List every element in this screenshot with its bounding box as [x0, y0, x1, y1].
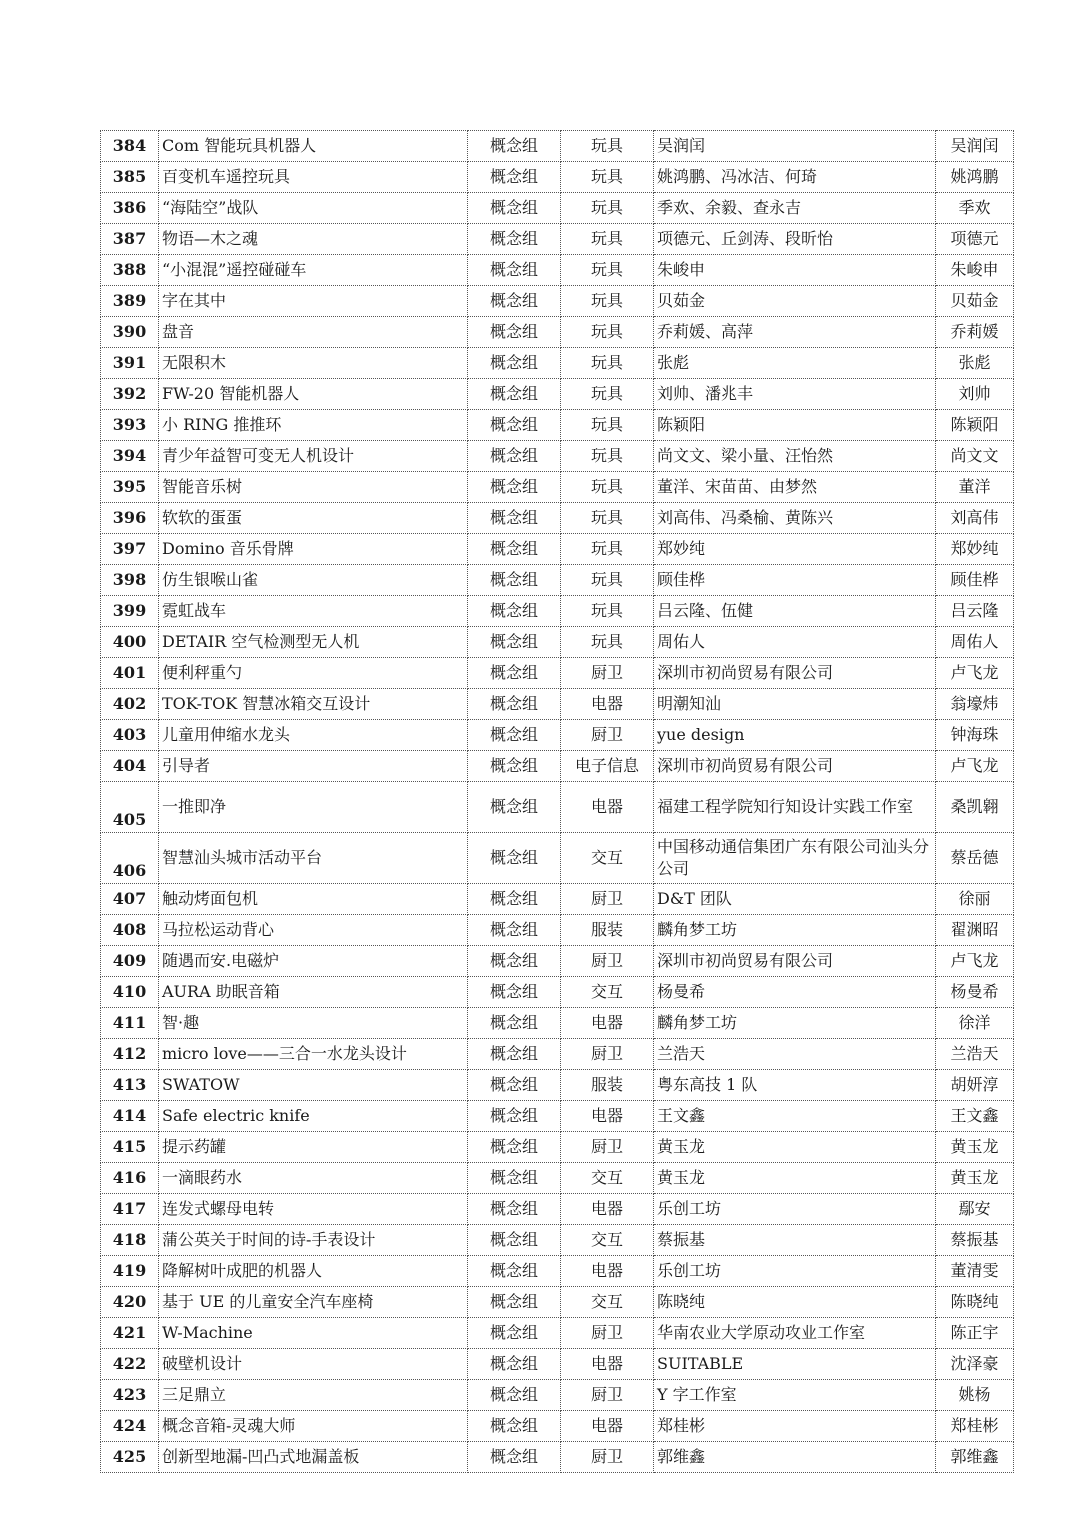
group-cell: 概念组 — [468, 534, 561, 565]
contact-cell: 项德元 — [936, 224, 1014, 255]
group-cell: 概念组 — [468, 720, 561, 751]
category-cell: 玩具 — [561, 627, 654, 658]
row-number: 408 — [101, 915, 159, 946]
table-row — [101, 658, 1014, 689]
entry-table-body — [101, 131, 1014, 1473]
row-number: 388 — [101, 255, 159, 286]
category-cell: 交互 — [561, 977, 654, 1008]
category-cell: 电器 — [561, 782, 654, 833]
group-cell: 概念组 — [468, 410, 561, 441]
contact-cell: 季欢 — [936, 193, 1014, 224]
category-cell: 厨卫 — [561, 1318, 654, 1349]
entrants-cell: 贝茹金 — [654, 286, 936, 317]
category-cell: 电子信息 — [561, 751, 654, 782]
entry-table — [100, 130, 1014, 1473]
category-cell: 服装 — [561, 1070, 654, 1101]
group-cell: 概念组 — [468, 286, 561, 317]
table-row — [101, 720, 1014, 751]
category-cell: 厨卫 — [561, 1380, 654, 1411]
row-number: 406 — [101, 833, 159, 884]
table-row — [101, 1349, 1014, 1380]
row-number: 385 — [101, 162, 159, 193]
category-cell: 电器 — [561, 1256, 654, 1287]
entrants-cell: 中国移动通信集团广东有限公司汕头分公司 — [654, 833, 936, 884]
group-cell: 概念组 — [468, 379, 561, 410]
contact-cell: 蔡振基 — [936, 1225, 1014, 1256]
group-cell: 概念组 — [468, 782, 561, 833]
contact-cell: 吴润闰 — [936, 131, 1014, 162]
group-cell: 概念组 — [468, 1225, 561, 1256]
entrants-cell: D&T 团队 — [654, 884, 936, 915]
table-row — [101, 946, 1014, 977]
category-cell: 服装 — [561, 915, 654, 946]
entrants-cell: 蔡振基 — [654, 1225, 936, 1256]
table-row — [101, 751, 1014, 782]
category-cell: 电器 — [561, 1101, 654, 1132]
group-cell: 概念组 — [468, 441, 561, 472]
entrants-cell: 季欢、余毅、查永吉 — [654, 193, 936, 224]
work-title: 马拉松运动背心 — [159, 915, 468, 946]
table-row — [101, 379, 1014, 410]
group-cell: 概念组 — [468, 1318, 561, 1349]
work-title: 创新型地漏-凹凸式地漏盖板 — [159, 1442, 468, 1473]
contact-cell: 陈颖阳 — [936, 410, 1014, 441]
category-cell: 电器 — [561, 1194, 654, 1225]
entrants-cell: 刘高伟、冯桑榆、黄陈兴 — [654, 503, 936, 534]
table-row — [101, 1318, 1014, 1349]
row-number: 424 — [101, 1411, 159, 1442]
table-row — [101, 915, 1014, 946]
category-cell: 玩具 — [561, 534, 654, 565]
work-title: 无限积木 — [159, 348, 468, 379]
row-number: 401 — [101, 658, 159, 689]
table-row — [101, 1194, 1014, 1225]
row-number: 413 — [101, 1070, 159, 1101]
entrants-cell: SUITABLE — [654, 1349, 936, 1380]
contact-cell: 陈正宇 — [936, 1318, 1014, 1349]
entrants-cell: 陈颖阳 — [654, 410, 936, 441]
contact-cell: 周佑人 — [936, 627, 1014, 658]
row-number: 394 — [101, 441, 159, 472]
row-number: 393 — [101, 410, 159, 441]
row-number: 422 — [101, 1349, 159, 1380]
work-title: 蒲公英关于时间的诗-手表设计 — [159, 1225, 468, 1256]
entrants-cell: 黄玉龙 — [654, 1163, 936, 1194]
group-cell: 概念组 — [468, 472, 561, 503]
work-title: 小 RING 推推环 — [159, 410, 468, 441]
work-title: Com 智能玩具机器人 — [159, 131, 468, 162]
work-title: 字在其中 — [159, 286, 468, 317]
contact-cell: 董清雯 — [936, 1256, 1014, 1287]
contact-cell: 桑凯翱 — [936, 782, 1014, 833]
table-row — [101, 162, 1014, 193]
work-title: DETAIR 空气检测型无人机 — [159, 627, 468, 658]
table-row — [101, 286, 1014, 317]
group-cell: 概念组 — [468, 1132, 561, 1163]
entrants-cell: 杨曼希 — [654, 977, 936, 1008]
contact-cell: 姚鸿鹏 — [936, 162, 1014, 193]
category-cell: 厨卫 — [561, 658, 654, 689]
category-cell: 交互 — [561, 1225, 654, 1256]
group-cell: 概念组 — [468, 348, 561, 379]
entrants-cell: 深圳市初尚贸易有限公司 — [654, 658, 936, 689]
entrants-cell: 朱峻申 — [654, 255, 936, 286]
work-title: 一滴眼药水 — [159, 1163, 468, 1194]
entrants-cell: 吴润闰 — [654, 131, 936, 162]
work-title: 基于 UE 的儿童安全汽车座椅 — [159, 1287, 468, 1318]
group-cell: 概念组 — [468, 689, 561, 720]
row-number: 404 — [101, 751, 159, 782]
table-row — [101, 255, 1014, 286]
group-cell: 概念组 — [468, 255, 561, 286]
category-cell: 玩具 — [561, 565, 654, 596]
table-row — [101, 503, 1014, 534]
category-cell: 玩具 — [561, 410, 654, 441]
category-cell: 玩具 — [561, 224, 654, 255]
row-number: 405 — [101, 782, 159, 833]
work-title: “海陆空”战队 — [159, 193, 468, 224]
contact-cell: 顾佳桦 — [936, 565, 1014, 596]
table-row — [101, 441, 1014, 472]
group-cell: 概念组 — [468, 1039, 561, 1070]
entrants-cell: 王文鑫 — [654, 1101, 936, 1132]
table-row — [101, 1070, 1014, 1101]
entrants-cell: 周佑人 — [654, 627, 936, 658]
entrants-cell: 姚鸿鹏、冯冰洁、何琦 — [654, 162, 936, 193]
category-cell: 玩具 — [561, 162, 654, 193]
group-cell: 概念组 — [468, 565, 561, 596]
row-number: 410 — [101, 977, 159, 1008]
category-cell: 玩具 — [561, 441, 654, 472]
row-number: 412 — [101, 1039, 159, 1070]
category-cell: 厨卫 — [561, 884, 654, 915]
category-cell: 玩具 — [561, 596, 654, 627]
contact-cell: 郑桂彬 — [936, 1411, 1014, 1442]
work-title: 智·趣 — [159, 1008, 468, 1039]
group-cell: 概念组 — [468, 224, 561, 255]
row-number: 397 — [101, 534, 159, 565]
row-number: 396 — [101, 503, 159, 534]
row-number: 411 — [101, 1008, 159, 1039]
contact-cell: 黄玉龙 — [936, 1132, 1014, 1163]
contact-cell: 姚杨 — [936, 1380, 1014, 1411]
contact-cell: 卢飞龙 — [936, 946, 1014, 977]
group-cell: 概念组 — [468, 1380, 561, 1411]
group-cell: 概念组 — [468, 1101, 561, 1132]
entrants-cell: 麟角梦工坊 — [654, 1008, 936, 1039]
row-number: 418 — [101, 1225, 159, 1256]
contact-cell: 刘帅 — [936, 379, 1014, 410]
category-cell: 玩具 — [561, 255, 654, 286]
entrants-cell: 刘帅、潘兆丰 — [654, 379, 936, 410]
group-cell: 概念组 — [468, 627, 561, 658]
table-row — [101, 689, 1014, 720]
table-row — [101, 193, 1014, 224]
entrants-cell: 郑桂彬 — [654, 1411, 936, 1442]
contact-cell: 张彪 — [936, 348, 1014, 379]
category-cell: 玩具 — [561, 348, 654, 379]
category-cell: 厨卫 — [561, 1442, 654, 1473]
entrants-cell: 福建工程学院知行知设计实践工作室 — [654, 782, 936, 833]
entrants-cell: 乔莉媛、高萍 — [654, 317, 936, 348]
table-row — [101, 1442, 1014, 1473]
row-number: 419 — [101, 1256, 159, 1287]
entrants-cell: 华南农业大学原动攻业工作室 — [654, 1318, 936, 1349]
entrants-cell: 项德元、丘剑涛、段昕怡 — [654, 224, 936, 255]
contact-cell: 鄢安 — [936, 1194, 1014, 1225]
row-number: 389 — [101, 286, 159, 317]
work-title: 触动烤面包机 — [159, 884, 468, 915]
group-cell: 概念组 — [468, 1070, 561, 1101]
group-cell: 概念组 — [468, 503, 561, 534]
category-cell: 玩具 — [561, 286, 654, 317]
work-title: Domino 音乐骨牌 — [159, 534, 468, 565]
row-number: 387 — [101, 224, 159, 255]
entrants-cell: 陈晓纯 — [654, 1287, 936, 1318]
contact-cell: 陈晓纯 — [936, 1287, 1014, 1318]
group-cell: 概念组 — [468, 1194, 561, 1225]
work-title: 盘音 — [159, 317, 468, 348]
group-cell: 概念组 — [468, 596, 561, 627]
group-cell: 概念组 — [468, 1442, 561, 1473]
entrants-cell: 董洋、宋苗苗、由梦然 — [654, 472, 936, 503]
group-cell: 概念组 — [468, 131, 561, 162]
group-cell: 概念组 — [468, 193, 561, 224]
table-row — [101, 534, 1014, 565]
category-cell: 交互 — [561, 833, 654, 884]
contact-cell: 郭维鑫 — [936, 1442, 1014, 1473]
table-row — [101, 833, 1014, 884]
contact-cell: 沈泽豪 — [936, 1349, 1014, 1380]
work-title: 智能音乐树 — [159, 472, 468, 503]
work-title: 物语—木之魂 — [159, 224, 468, 255]
category-cell: 交互 — [561, 1163, 654, 1194]
group-cell: 概念组 — [468, 317, 561, 348]
table-row — [101, 1256, 1014, 1287]
work-title: 仿生银喉山雀 — [159, 565, 468, 596]
category-cell: 电器 — [561, 1349, 654, 1380]
contact-cell: 胡妍淳 — [936, 1070, 1014, 1101]
entrants-cell: 兰浩天 — [654, 1039, 936, 1070]
table-row — [101, 1411, 1014, 1442]
table-row — [101, 224, 1014, 255]
work-title: 连发式螺母电转 — [159, 1194, 468, 1225]
contact-cell: 卢飞龙 — [936, 658, 1014, 689]
row-number: 390 — [101, 317, 159, 348]
group-cell: 概念组 — [468, 1411, 561, 1442]
contact-cell: 黄玉龙 — [936, 1163, 1014, 1194]
row-number: 386 — [101, 193, 159, 224]
category-cell: 电器 — [561, 1411, 654, 1442]
row-number: 398 — [101, 565, 159, 596]
row-number: 420 — [101, 1287, 159, 1318]
category-cell: 玩具 — [561, 131, 654, 162]
work-title: TOK-TOK 智慧冰箱交互设计 — [159, 689, 468, 720]
table-row — [101, 472, 1014, 503]
work-title: SWATOW — [159, 1070, 468, 1101]
table-row — [101, 1132, 1014, 1163]
group-cell: 概念组 — [468, 1256, 561, 1287]
contact-cell: 蔡岳德 — [936, 833, 1014, 884]
contact-cell: 王文鑫 — [936, 1101, 1014, 1132]
work-title: 随遇而安.电磁炉 — [159, 946, 468, 977]
contact-cell: 兰浩天 — [936, 1039, 1014, 1070]
entrants-cell: 黄玉龙 — [654, 1132, 936, 1163]
work-title: 霓虹战车 — [159, 596, 468, 627]
work-title: 百变机车遥控玩具 — [159, 162, 468, 193]
table-row — [101, 317, 1014, 348]
entrants-cell: 张彪 — [654, 348, 936, 379]
work-title: micro love——三合一水龙头设计 — [159, 1039, 468, 1070]
work-title: 软软的蛋蛋 — [159, 503, 468, 534]
row-number: 395 — [101, 472, 159, 503]
contact-cell: 乔莉媛 — [936, 317, 1014, 348]
contact-cell: 徐丽 — [936, 884, 1014, 915]
category-cell: 厨卫 — [561, 720, 654, 751]
work-title: 引导者 — [159, 751, 468, 782]
row-number: 403 — [101, 720, 159, 751]
category-cell: 电器 — [561, 689, 654, 720]
contact-cell: 朱峻申 — [936, 255, 1014, 286]
work-title: AURA 助眠音箱 — [159, 977, 468, 1008]
group-cell: 概念组 — [468, 833, 561, 884]
row-number: 384 — [101, 131, 159, 162]
table-row — [101, 1380, 1014, 1411]
table-row — [101, 1008, 1014, 1039]
entrants-cell: 顾佳桦 — [654, 565, 936, 596]
contact-cell: 钟海珠 — [936, 720, 1014, 751]
work-title: 青少年益智可变无人机设计 — [159, 441, 468, 472]
row-number: 416 — [101, 1163, 159, 1194]
work-title: 智慧汕头城市活动平台 — [159, 833, 468, 884]
group-cell: 概念组 — [468, 1349, 561, 1380]
category-cell: 玩具 — [561, 317, 654, 348]
entrants-cell: Y 字工作室 — [654, 1380, 936, 1411]
entrants-cell: yue design — [654, 720, 936, 751]
table-row — [101, 596, 1014, 627]
work-title: 概念音箱-灵魂大师 — [159, 1411, 468, 1442]
row-number: 423 — [101, 1380, 159, 1411]
contact-cell: 董洋 — [936, 472, 1014, 503]
entrants-cell: 郑妙纯 — [654, 534, 936, 565]
contact-cell: 卢飞龙 — [936, 751, 1014, 782]
entrants-cell: 尚文文、梁小量、汪怡然 — [654, 441, 936, 472]
category-cell: 玩具 — [561, 379, 654, 410]
contact-cell: 刘高伟 — [936, 503, 1014, 534]
work-title: 便利秤重勺 — [159, 658, 468, 689]
row-number: 415 — [101, 1132, 159, 1163]
entrants-cell: 吕云隆、伍健 — [654, 596, 936, 627]
table-row — [101, 131, 1014, 162]
table-row — [101, 410, 1014, 441]
work-title: 儿童用伸缩水龙头 — [159, 720, 468, 751]
entrants-cell: 乐创工坊 — [654, 1256, 936, 1287]
table-row — [101, 627, 1014, 658]
category-cell: 交互 — [561, 1287, 654, 1318]
contact-cell: 徐洋 — [936, 1008, 1014, 1039]
group-cell: 概念组 — [468, 1008, 561, 1039]
row-number: 417 — [101, 1194, 159, 1225]
work-title: W-Machine — [159, 1318, 468, 1349]
table-row — [101, 565, 1014, 596]
entrants-cell: 深圳市初尚贸易有限公司 — [654, 751, 936, 782]
work-title: Safe electric knife — [159, 1101, 468, 1132]
row-number: 425 — [101, 1442, 159, 1473]
entrants-cell: 郭维鑫 — [654, 1442, 936, 1473]
group-cell: 概念组 — [468, 1287, 561, 1318]
contact-cell: 尚文文 — [936, 441, 1014, 472]
contact-cell: 杨曼希 — [936, 977, 1014, 1008]
contact-cell: 吕云隆 — [936, 596, 1014, 627]
work-title: 降解树叶成肥的机器人 — [159, 1256, 468, 1287]
row-number: 407 — [101, 884, 159, 915]
table-row — [101, 1039, 1014, 1070]
work-title: 破壁机设计 — [159, 1349, 468, 1380]
group-cell: 概念组 — [468, 915, 561, 946]
table-row — [101, 884, 1014, 915]
group-cell: 概念组 — [468, 751, 561, 782]
row-number: 400 — [101, 627, 159, 658]
contact-cell: 贝茹金 — [936, 286, 1014, 317]
group-cell: 概念组 — [468, 1163, 561, 1194]
row-number: 391 — [101, 348, 159, 379]
category-cell: 厨卫 — [561, 1039, 654, 1070]
work-title: 一推即净 — [159, 782, 468, 833]
category-cell: 厨卫 — [561, 946, 654, 977]
contact-cell: 翁壕炜 — [936, 689, 1014, 720]
category-cell: 厨卫 — [561, 1132, 654, 1163]
row-number: 402 — [101, 689, 159, 720]
row-number: 414 — [101, 1101, 159, 1132]
work-title: 提示药罐 — [159, 1132, 468, 1163]
contact-cell: 郑妙纯 — [936, 534, 1014, 565]
table-row — [101, 1287, 1014, 1318]
category-cell: 玩具 — [561, 193, 654, 224]
table-row — [101, 1163, 1014, 1194]
table-row — [101, 348, 1014, 379]
group-cell: 概念组 — [468, 162, 561, 193]
work-title: “小混混”遥控碰碰车 — [159, 255, 468, 286]
group-cell: 概念组 — [468, 884, 561, 915]
entrants-cell: 明潮知汕 — [654, 689, 936, 720]
entry-list-sheet — [100, 130, 1013, 1473]
table-row — [101, 782, 1014, 833]
row-number: 409 — [101, 946, 159, 977]
row-number: 392 — [101, 379, 159, 410]
entrants-cell: 粤东高技 1 队 — [654, 1070, 936, 1101]
category-cell: 玩具 — [561, 503, 654, 534]
work-title: FW-20 智能机器人 — [159, 379, 468, 410]
table-row — [101, 1101, 1014, 1132]
row-number: 399 — [101, 596, 159, 627]
work-title: 三足鼎立 — [159, 1380, 468, 1411]
group-cell: 概念组 — [468, 977, 561, 1008]
table-row — [101, 977, 1014, 1008]
group-cell: 概念组 — [468, 946, 561, 977]
contact-cell: 翟渊昭 — [936, 915, 1014, 946]
category-cell: 电器 — [561, 1008, 654, 1039]
category-cell: 玩具 — [561, 472, 654, 503]
group-cell: 概念组 — [468, 658, 561, 689]
table-row — [101, 1225, 1014, 1256]
entrants-cell: 乐创工坊 — [654, 1194, 936, 1225]
row-number: 421 — [101, 1318, 159, 1349]
entrants-cell: 麟角梦工坊 — [654, 915, 936, 946]
entrants-cell: 深圳市初尚贸易有限公司 — [654, 946, 936, 977]
